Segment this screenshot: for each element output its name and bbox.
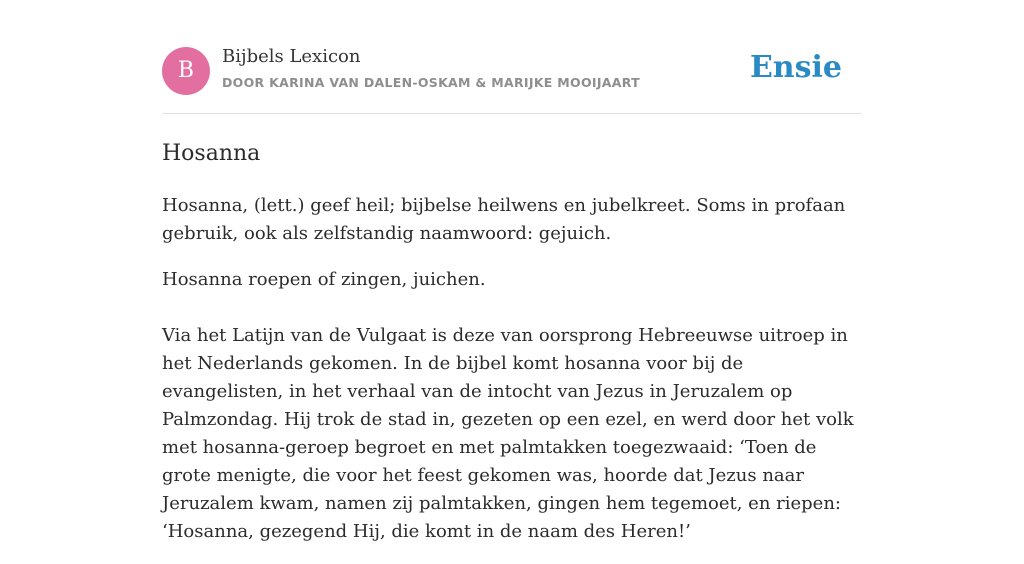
site-authors: DOOR KARINA VAN DALEN-OSKAM & MARIJKE MOOIJAART — [222, 75, 640, 90]
avatar[interactable]: B — [162, 47, 210, 95]
definition-paragraph: Hosanna, (lett.) geef heil; bijbelse heilwens en jubelkreet. Soms in profaan gebruik, ook als zelfstandig naamwoord: gejuich. — [162, 195, 846, 244]
article-content — [162, 114, 862, 546]
brand-logo-link[interactable]: Ensie — [749, 50, 842, 85]
etymology-paragraph: Via het Latijn van de Vulgaat is deze van oorsprong Hebreeuwse uitroep in het Nederlands gekomen. In de bijbel komt hosanna voor bij de evangelisten, in het verhaal van de intocht van Jezus in Jeruzalem op Palmzondag. Hij trok de stad in, gezeten op een ezel, en werd door het volk met hosanna-geroep begroet en met palmtakken toegezwaaid: ‘Toen de grote menigte, die voor het feest gekomen was, hoorde dat Jezus naar Jeruzalem kwam, namen zij palmtakken, gingen hem tegemoet, en riepen: ‘Hosanna, gezegend Hij, die komt in de naam des Heren!’ — [162, 325, 854, 542]
site-title-link[interactable]: Bijbels Lexicon — [222, 46, 361, 67]
example-paragraph: Hosanna roepen of zingen, juichen. — [162, 269, 486, 290]
page-container — [162, 0, 862, 564]
site-header — [162, 0, 862, 114]
entry-title: Hosanna — [162, 141, 261, 166]
